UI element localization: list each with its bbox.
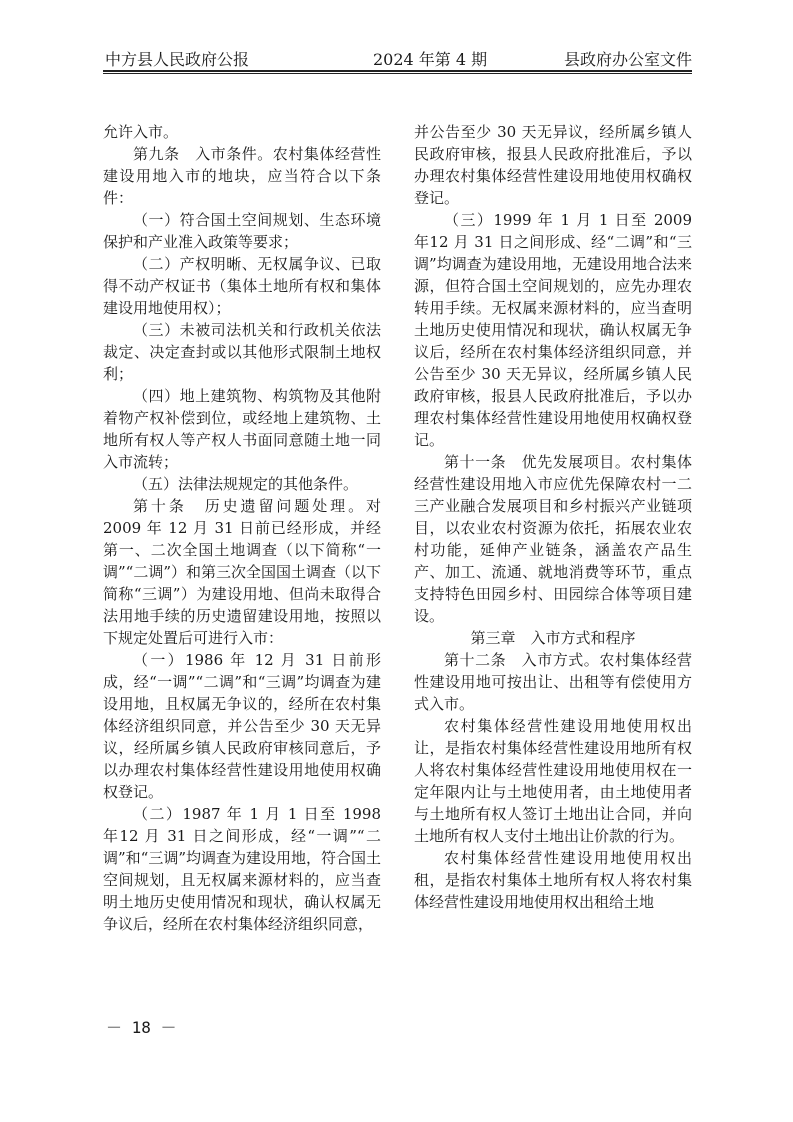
article-10-item-3: （三）1999 年 1 月 1 日至 2009 年12 月 31 日之间形成、经“二调”和“三调”均调查为建设用地，无建设用地合法来源，但符合国土空间规划的，应先办理农转用手续。无权属来源材料的，应当查明土地历史使用情况和现状，确认权属无争议后，经所在农村集体经济组织同意，并公告至少 30 天无异议，经所属乡镇人民政府审核，报县人民政府批准后，予以办理农村集体经营性建设用地使用权确权登记。 (414, 211, 692, 449)
paragraph: 允许入市。 (103, 123, 179, 141)
header-rule-thin (103, 73, 692, 74)
header-section: 县政府办公室文件 (563, 50, 692, 69)
article-9-item-2: （二）产权明晰、无权属争议、已取得不动产权证书（集体土地所有权和集体建设用地使用权）； (103, 255, 381, 317)
article-10-item-1: （一）1986 年 12 月 31 日前形成，经“一调”“二调”和“三调”均调查为建设用地，且权属无争议的，经所在农村集体经济组织同意，并公告至少 30 天无异议，经所属乡镇人民政府审核同意后，予以办理农村集体经营性建设用地使用权确权登记。 (103, 651, 381, 801)
paragraph: 并公告至少 30 天无异议，经所属乡镇人民政府审核，报县人民政府批准后，予以办理农村集体经营性建设用地使用权确权登记。 (414, 123, 692, 207)
page-number: － 18 － (106, 1018, 177, 1037)
article-9-item-3: （三）未被司法机关和行政机关依法裁定、决定查封或以其他形式限制土地权利； (103, 321, 381, 383)
article-9-item-4: （四）地上建筑物、构筑物及其他附着物产权补偿到位，或经地上建筑物、土地所有权人等产权人书面同意随土地一同入市流转； (103, 387, 381, 471)
article-9-item-1: （一）符合国土空间规划、生态环境保护和产业准入政策等要求； (103, 211, 381, 251)
article-10: 第十条 历史遗留问题处理。对2009 年 12 月 31 日前已经形成，并经第一、二次全国土地调查（以下简称“一调”“二调”）和第三次全国国土调查（以下简称“三调”）为建设用地、但尚未取得合法用地手续的历史遗留建设用地，按照以下规定处置后可进行入市： (103, 497, 382, 647)
article-9-item-5: （五）法律法规规定的其他条件。 (133, 475, 359, 493)
article-11: 第十一条 优先发展项目。农村集体经营性建设用地入市应优先保障农村一二三产业融合发展项目和乡村振兴产业链项目，以农业农村资源为依托，拓展农业农村功能，延伸产业链条，涵盖农产品生产、加工、流通、就地消费等环节，重点支持特色田园乡村、田园综合体等项目建设。 (414, 453, 692, 625)
paragraph: 农村集体经营性建设用地使用权出让，是指农村集体经营性建设用地所有权人将农村集体经营性建设用地使用权在一定年限内让与土地使用者，由土地使用者与土地所有权人签订土地出让合同，并向土地所有权人支付土地出让价款的行为。 (414, 717, 692, 845)
right-column (414, 121, 692, 913)
left-column (103, 121, 381, 935)
header-issue: 2024 年第 4 期 (373, 50, 488, 69)
article-9: 第九条 入市条件。农村集体经营性建设用地入市的地块，应当符合以下条件： (103, 145, 381, 207)
header-publication-title: 中方县人民政府公报 (105, 50, 250, 69)
paragraph: 农村集体经营性建设用地使用权出租，是指农村集体土地所有权人将农村集体经营性建设用地使用权出租给土地 (414, 849, 692, 911)
header-rule-thick (103, 70, 692, 72)
chapter-heading: 第三章 入市方式和程序 (470, 629, 636, 647)
article-12: 第十二条 入市方式。农村集体经营性建设用地可按出让、出租等有偿使用方式入市。 (414, 651, 692, 713)
article-10-item-2: （二）1987 年 1 月 1 日至 1998 年12 月 31 日之间形成，经“一调”“二调”和“三调”均调查为建设用地，符合国土空间规划，且无权属来源材料的，应当查明土地历史使用情况和现状，确认权属无争议后，经所在农村集体经济组织同意， (103, 805, 382, 933)
page-header (103, 48, 692, 72)
